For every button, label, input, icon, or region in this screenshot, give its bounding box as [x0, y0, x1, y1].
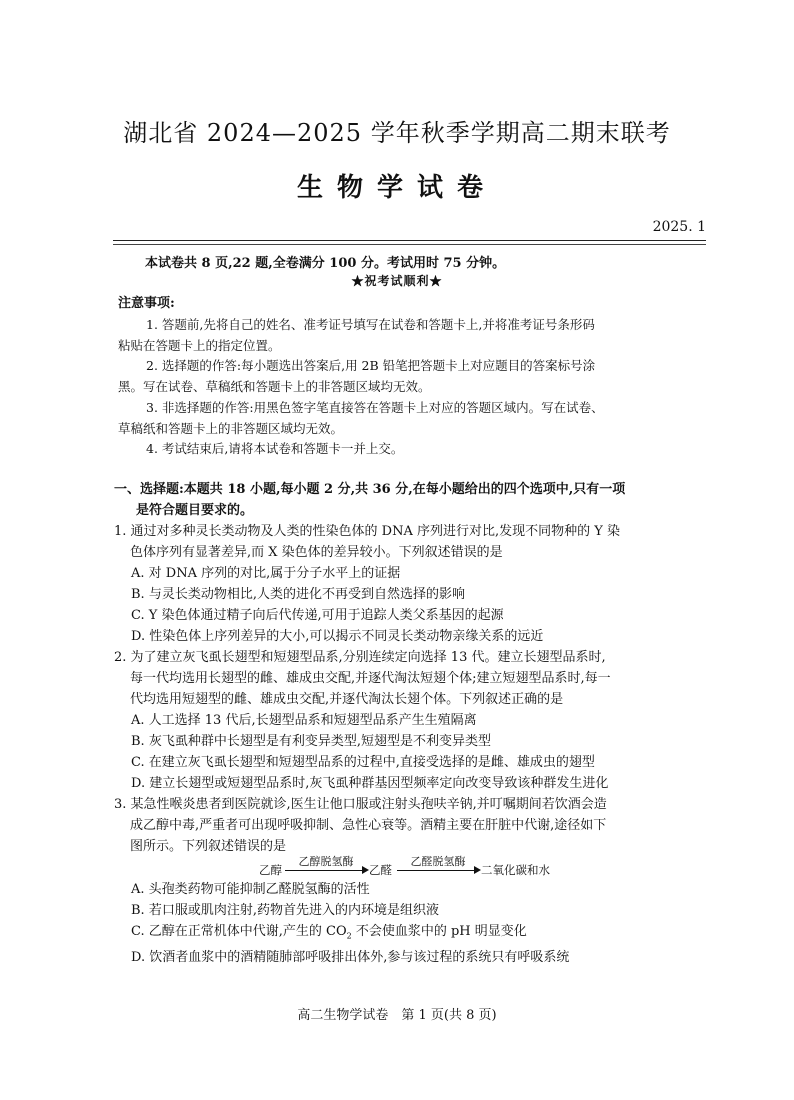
notice-line: 黑。写在试卷、草稿纸和答题卡上的非答题区域均无效。 — [118, 379, 431, 394]
enzyme-label: 乙醇脱氢酶 — [298, 855, 354, 868]
notice-item-1 — [118, 314, 688, 356]
option-c-text-before: C. 乙醇在正常机体中代谢,产生的 CO — [131, 924, 347, 939]
pathway-node-ethanol: 乙醇 — [259, 863, 282, 877]
notice-line: 1. 答题前,先将自己的姓名、准考证号填写在试卷和答题卡上,并将准考证号条形码 — [146, 317, 595, 332]
question-3 — [114, 794, 694, 857]
header-rule-thick — [113, 240, 706, 241]
page-footer: 高二生物学试卷 第 1 页(共 8 页) — [297, 1008, 497, 1023]
notice-line: 2. 选择题的作答:每小题选出答案后,用 2B 铅笔把答题卡上对应题目的答案标号涂 — [146, 358, 596, 373]
option-a: A. 人工选择 13 代后,长翅型品系和短翅型品系产生生殖隔离 — [131, 713, 477, 728]
notice-item-4 — [118, 438, 688, 459]
notice-line: 粘贴在答题卡上的指定位置。 — [118, 338, 281, 353]
section-heading-line: 一、选择题:本题共 18 小题,每小题 2 分,共 36 分,在每小题给出的四个选项中,只有一项 — [114, 482, 626, 497]
subject-title: 生物学试卷 — [296, 173, 497, 203]
notice-line: 3. 非选择题的作答:用黑色签字笔直接答在答题卡上对应的答题区域内。写在试卷、 — [146, 400, 604, 415]
paper-info: 本试卷共 8 页,22 题,全卷满分 100 分。考试用时 75 分钟。 — [145, 256, 506, 271]
option-c — [114, 921, 694, 947]
notice-item-2 — [118, 355, 688, 397]
question-stem-line: 1. 通过对多种灵长类动物及人类的性染色体的 DNA 序列进行对比,发现不同物种的 Y 染 — [114, 524, 620, 539]
pathway-node-acetaldehyde: 乙醛 — [369, 863, 392, 877]
question-stem-line: 图所示。下列叙述错误的是 — [130, 839, 287, 854]
notice-item-3 — [118, 397, 688, 439]
question-stem-line: 2. 为了建立灰飞虱长翅型和短翅型品系,分别连续定向选择 13 代。建立长翅型品系时, — [114, 650, 606, 665]
arrow-line — [397, 870, 479, 871]
question-2 — [114, 647, 694, 794]
question-stem-line: 每一代均选用长翅型的雌、雄成虫交配,并逐代淘汰短翅个体;建立短翅型品系时,每一 — [130, 671, 611, 686]
notice-heading: 注意事项: — [118, 296, 175, 311]
pathway-node-co2-water: 二氧化碳和水 — [481, 863, 550, 877]
question-stem-line: 3. 某急性喉炎患者到医院就诊,医生让他口服或注射头孢呋辛钠,并叮嘱期间若饮酒会造 — [114, 797, 607, 812]
option-c-text-after: 不会使血浆中的 pH 明显变化 — [351, 924, 527, 939]
question-3-options — [114, 879, 694, 968]
co2-subscript: 2 — [346, 931, 352, 941]
option-a: A. 头孢类药物可能抑制乙醛脱氢酶的活性 — [131, 882, 370, 897]
pathway-arrow-1 — [285, 855, 367, 873]
question-stem-line: 代均选用短翅型的雌、雄成虫交配,并逐代淘汰长翅个体。下列叙述正确的是 — [130, 692, 564, 707]
question-1 — [114, 521, 694, 647]
option-b: B. 与灵长类动物相比,人类的进化不再受到自然选择的影响 — [131, 587, 465, 602]
blessing-line: ★祝考试顺利★ — [351, 274, 443, 288]
arrow-line — [285, 870, 367, 871]
notice-line: 4. 考试结束后,请将本试卷和答题卡一并上交。 — [146, 441, 404, 456]
option-b: B. 若口服或肌肉注射,药物首先进入的内环境是组织液 — [131, 903, 439, 918]
pathway-arrow-2 — [397, 855, 479, 873]
option-c: C. Y 染色体通过精子向后代传递,可用于追踪人类父系基因的起源 — [131, 608, 504, 623]
option-d: D. 饮酒者血浆中的酒精随肺部呼吸排出体外,参与该过程的系统只有呼吸系统 — [131, 949, 570, 965]
header-rule-thin — [113, 244, 706, 245]
enzyme-label: 乙醛脱氢酶 — [410, 855, 466, 868]
section-heading — [114, 479, 694, 521]
option-b: B. 灰飞虱种群中长翅型是有利变异类型,短翅型是不利变异类型 — [131, 734, 491, 749]
question-stem-line: 成乙醇中毒,严重者可出现呼吸抑制、急性心衰等。酒精主要在肝脏中代谢,途径如下 — [130, 818, 607, 833]
option-d: D. 性染色体上序列差异的大小,可以揭示不同灵长类动物亲缘关系的远近 — [131, 629, 544, 644]
arrow-head-icon — [474, 866, 481, 874]
exam-title: 湖北省 2024—2025 学年秋季学期高二期末联考 — [123, 119, 671, 147]
arrow-head-icon — [362, 866, 369, 874]
option-a: A. 对 DNA 序列的对比,属于分子水平上的证据 — [131, 566, 401, 581]
section-heading-line: 是符合题目要求的。 — [136, 503, 254, 518]
option-c: C. 在建立灰飞虱长翅型和短翅型品系的过程中,直接受选择的是雌、雄成虫的翅型 — [131, 755, 595, 770]
option-d: D. 建立长翅型或短翅型品系时,灰飞虱种群基因型频率定向改变导致该种群发生进化 — [131, 776, 609, 791]
exam-date: 2025. 1 — [652, 219, 706, 235]
notice-line: 草稿纸和答题卡上的非答题区域均无效。 — [118, 421, 344, 436]
question-stem-line: 色体序列有显著差异,而 X 染色体的差异较小。下列叙述错误的是 — [130, 545, 503, 560]
